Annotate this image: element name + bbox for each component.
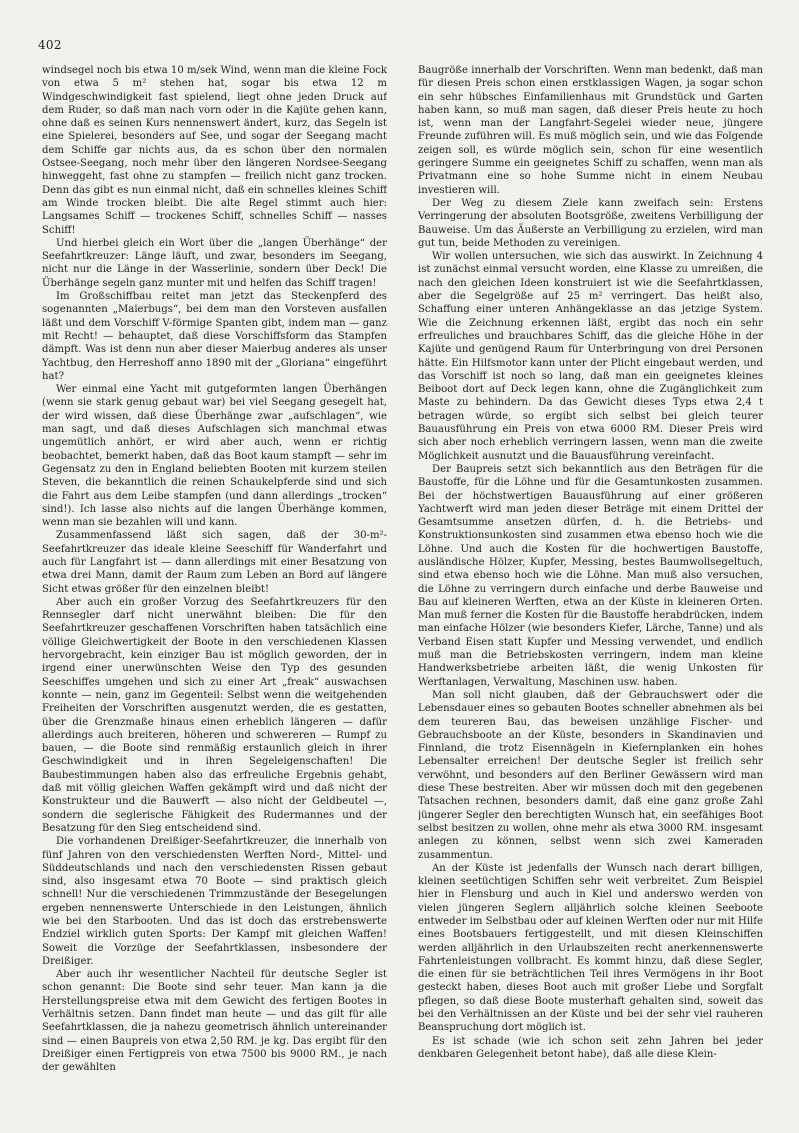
paragraph: Der Weg zu diesem Ziele kann zweifach sein: Erstens Verringerung der absoluten Bootsgröße, zweitens Verbilligung der Bauweise. Um das Äußerste an Verbilligung zu erzielen, wird man gut tun, beide Methoden zu vereinigen. [418, 197, 763, 249]
left-column [42, 64, 387, 1109]
page-number: 402 [38, 38, 62, 52]
paragraph: Es ist schade (wie ich schon seit zehn Jahren bei jeder denkbaren Gelegenheit betont habe), daß alle diese Klein- [418, 1035, 763, 1060]
paragraph: Baugröße innerhalb der Vorschriften. Wenn man bedenkt, daß man für diesen Preis schon einen erstklassigen Wagen, ja sogar schon ein sehr hübsches Einfamilienhaus mit Grundstück und Garten haben kann, so muß man sagen, daß dieser Preis heute zu hoch ist, wenn man der Langfahrt-Segelei wieder neue, jüngere Freunde zuführen will. Es muß möglich sein, und wie das Folgende zeigen soll, es würde möglich sein, schon für eine wesentlich geringere Summe ein geeignetes Schiff zu schaffen, wenn man als Privatmann eine so hohe Summe nicht in einem Neubau investieren will. [418, 65, 763, 196]
paragraph: An der Küste ist jedenfalls der Wunsch nach derart billigen, kleinen seetüchtigen Schiffen sehr weit verbreitet. Zum Beispiel hier in Flensburg und auch in Kiel und anderswo werden von vielen jüngeren Seglern alljährlich solche kleinen Seeboote entweder im Selbstbau oder auf kleinen Werften oder nur mit Hilfe eines Bootsbauers fertiggestellt, und mit diesen Kleinschiffen werden alljährlich in den Urlaubszeiten recht anerkennenswerte Fahrtenleistungen vollbracht. Es kommt hinzu, daß diese Segler, die einen für sie beträchtlichen Teil ihres Vermögens in ihr Boot gesteckt haben, dieses Boot auch mit großer Liebe und Sorgfalt pflegen, so daß diese Boote musterhaft gehalten sind, soweit das bei den Verhältnissen an der Küste und bei der sehr viel rauheren Beanspruchung dort möglich ist. [418, 862, 763, 1034]
paragraph: Zusammenfassend läßt sich sagen, daß der 30-m²-Seefahrtkreuzer das ideale kleine Seeschiff für Wanderfahrt und auch für Langfahrt ist — dann allerdings mit einer Besatzung von etwa drei Mann, damit der Raum zum Leben an Bord auf längere Sicht etwas größer für den einzelnen bleibt! [42, 530, 387, 595]
paragraph: Und hierbei gleich ein Wort über die „langen Überhänge“ der Seefahrtkreuzer: Länge läuft, und zwar, besonders im Seegang, nicht nur die Länge in der Wasserlinie, sondern über Deck! Die Überhänge segeln ganz munter mit und helfen das Schiff tragen! [42, 237, 387, 289]
paragraph: Man soll nicht glauben, daß der Gebrauchswert oder die Lebensdauer eines so gebauten Bootes schneller abnehmen als bei dem teureren Bau, das beweisen unzählige Fischer- und Gebrauchsboote an der Küste, besonders in Skandinavien und Finnland, die trotz Eisennägeln in Kiefernplanken ein hohes Lebensalter erreichen! Der deutsche Segler ist freilich sehr verwöhnt, und besonders auf den Berliner Gewässern wird man diese These bestreiten. Aber wir müssen doch mit den gegebenen Tatsachen rechnen, besonders damit, daß eine ganz große Zahl jüngerer Segler den berechtigten Wunsch hat, ein seefähiges Boot selbst besitzen zu wollen, ohne mehr als etwa 3000 RM. insgesamt anlegen zu können, selbst wenn sich zwei Kameraden zusammentun. [418, 689, 763, 861]
paragraph: Aber auch ihr wesentlicher Nachteil für deutsche Segler ist schon genannt: Die Boote sind sehr teuer. Man kann ja die Herstellungspreise etwa mit dem Gewicht des fertigen Bootes in Verhältnis setzen. Dann findet man heute — und das gilt für alle Seefahrtklassen, die ja nahezu geometrisch ähnlich untereinander sind — einen Baupreis von etwa 2,50 RM. je kg. Das ergibt für den Dreißiger einen Fertigpreis von etwa 7500 bis 9000 RM., je nach der gewählten [42, 969, 387, 1074]
paragraph: windsegel noch bis etwa 10 m/sek Wind, wenn man die kleine Fock von etwa 5 m² stehen hat, sogar bis etwa 12 m Windgeschwindigkeit fast spielend, liegt ohne jeden Druck auf dem Ruder, so daß man nach vorn oder in die Kajüte gehen kann, ohne daß es seinen Kurs nennenswert ändert, kurz, das Segeln ist eine Spielerei, besonders auf See, und sogar der Seegang macht dem Schiffe gar nichts aus, da es schon über den normalen Ostsee-Seegang, noch mehr über den längeren Nordsee-Seegang hinweggeht, fast ohne zu stampfen — freilich nicht ganz trocken. Denn das gibt es nun einmal nicht, daß ein schnelles kleines Schiff am Winde trocken bleibt. Die alte Regel stimmt auch hier: Langsames Schiff — trockenes Schiff, schnelles Schiff — nasses Schiff! [42, 65, 387, 236]
paragraph: Aber auch ein großer Vorzug des Seefahrtkreuzers für den Rennsegler darf nicht unerwähnt bleiben: Die für den Seefahrtkreuzer geschaffenen Vorschriften haben tatsächlich eine völlige Gleichwertigkeit der Boote in den verschiedenen Klassen hervorgebracht, kein einziger Bau ist möglich geworden, der in irgend einer unerwünschten Weise den Typ des gesunden Seeschiffes umgehen und sich zu einer Art „freak“ auswachsen konnte — nein, ganz im Gegenteil: Selbst wenn die weitgehenden Freiheiten der Vorschriften ausgenutzt werden, die es gestatten, über die Grenzmaße hinaus einen erheblich längeren — dafür allerdings auch breiteren, höheren und schwereren — Rumpf zu bauen, — die Boote sind renmäßig erstaunlich gleich in ihrer Geschwindigkeit und in ihren Segeleigenschaften! Die Baubestimmungen haben also das erfreuliche Ergebnis gehabt, daß mit völlig gleichen Waffen gekämpft wird und daß nicht der Konstrukteur und die Bauwerft — also nicht der Geldbeutel —, sondern die seglerische Fähigkeit des Rudermannes und der Besatzung für den Sieg entscheidend sind. [42, 596, 387, 834]
paragraph: Der Baupreis setzt sich bekanntlich aus den Beträgen für die Baustoffe, für die Löhne und für die Gesamtunkosten zusammen. Bei der höchstwertigen Bauausführung auf einer größeren Yachtwerft wird man jeden dieser Beträge mit einem Drittel der Gesamtsumme ansetzen dürfen, d. h. die Betriebs- und Konstruktionsunkosten sind zusammen etwa ebenso hoch wie die Löhne. Und auch die Kosten für die hochwertigen Baustoffe, ausländische Hölzer, Kupfer, Messing, bestes Baumwollsegeltuch, sind etwa ebenso hoch wie die Löhne. Man muß also versuchen, die Löhne zu verringern durch einfache und derbe Bauweise und Bau auf kleineren Werften, etwa an der Küste in kleineren Orten. Man muß ferner die Kosten für die Baustoffe herabdrücken, indem man einfache Hölzer (wie besonders Kiefer, Lärche, Tanne) und als Verband Eisen statt Kupfer und Messing verwendet, und endlich muß man die Betriebskosten verringern, indem man kleine Handwerksbetriebe arbeiten läßt, die wenig Unkosten für Werftanlagen, Verwaltung, Maschinen usw. haben. [418, 463, 763, 688]
paragraph: Im Großschiffbau reitet man jetzt das Steckenpferd des sogenannten „Maierbugs“, bei dem man den Vorsteven ausfallen läßt und dem Vorschiff V-förmige Spanten gibt, indem man — ganz mit Recht! — behauptet, daß diese Vorschiffsform das Stampfen dämpft. Was ist denn nun aber dieser Maierbug anderes als unser Yachtbug, den Herreshoff anno 1890 mit der „Gloriana“ eingeführt hat? [42, 291, 387, 382]
paragraph: Die vorhandenen Dreißiger-Seefahrtkreuzer, die innerhalb von fünf Jahren von den verschiedensten Werften Nord-, Mittel- und Süddeutschlands und nach den verschiedensten Rissen gebaut sind, also insgesamt etwa 70 Boote — sind praktisch gleich schnell! Nur die verschiedenen Trimmzustände der Besegelungen ergeben nennenswerte Unterschiede in den Leistungen, ähnlich wie bei den Starbooten. Und das ist doch das erstrebenswerte Endziel wirklich guten Sports: Der Kampf mit gleichen Waffen! Soweit die Vorzüge der Seefahrtklassen, insbesondere der Dreißiger. [42, 836, 387, 967]
paragraph: Wir wollen untersuchen, wie sich das auswirkt. In Zeichnung 4 ist zunächst einmal versucht worden, eine Klasse zu umreißen, die nach den gleichen Ideen konstruiert ist wie die Seefahrtklassen, aber die Segelgröße auf 25 m² verringert. Das heißt also, Schaffung einer unteren Anhängeklasse an das jetzige System. Wie die Zeichnung erkennen läßt, ergibt das noch ein sehr erfreuliches und brauchbares Schiff, das die gleiche Höhe in der Kajüte und genügend Raum für Unterbringung von drei Personen hätte. Ein Hilfsmotor kann unter der Plicht eingebaut werden, und das Vorschiff ist noch so lang, daß man ein geeignetes kleines Beiboot dort auf Deck legen kann, ohne die Zugänglichkeit zum Maste zu behindern. Da das Gewicht dieses Typs etwa 2,4 t betragen würde, so ergibt sich selbst bei gleich teurer Bauausführung ein Preis von etwa 6000 RM. Dieser Preis wird sich aber noch erheblich verringern lassen, wenn man die zweite Möglichkeit ausnutzt und die Bauausführung vereinfacht. [418, 251, 763, 462]
paragraph: Wer einmal eine Yacht mit gutgeformten langen Überhängen (wenn sie stark genug gebaut war) bei viel Seegang gesegelt hat, der wird wissen, daß diese Überhänge zwar „aufschlagen“, wie man sagt, und daß dieses Aufschlagen sich manchmal etwas ungemütlich anhört, er wird aber auch, wenn er richtig beobachtet, bemerkt haben, daß das Boot kaum stampft — sehr im Gegensatz zu den in England beliebten Booten mit kurzem steilen Steven, die bekanntlich die reinen Schaukelpferde sind und sich die Fahrt aus dem Leibe stampfen (und dann allerdings „trocken“ sind!). Ich lasse also nichts auf die langen Überhänge kommen, wenn man sie bezahlen will und kann. [42, 384, 387, 529]
right-column [418, 64, 763, 1109]
